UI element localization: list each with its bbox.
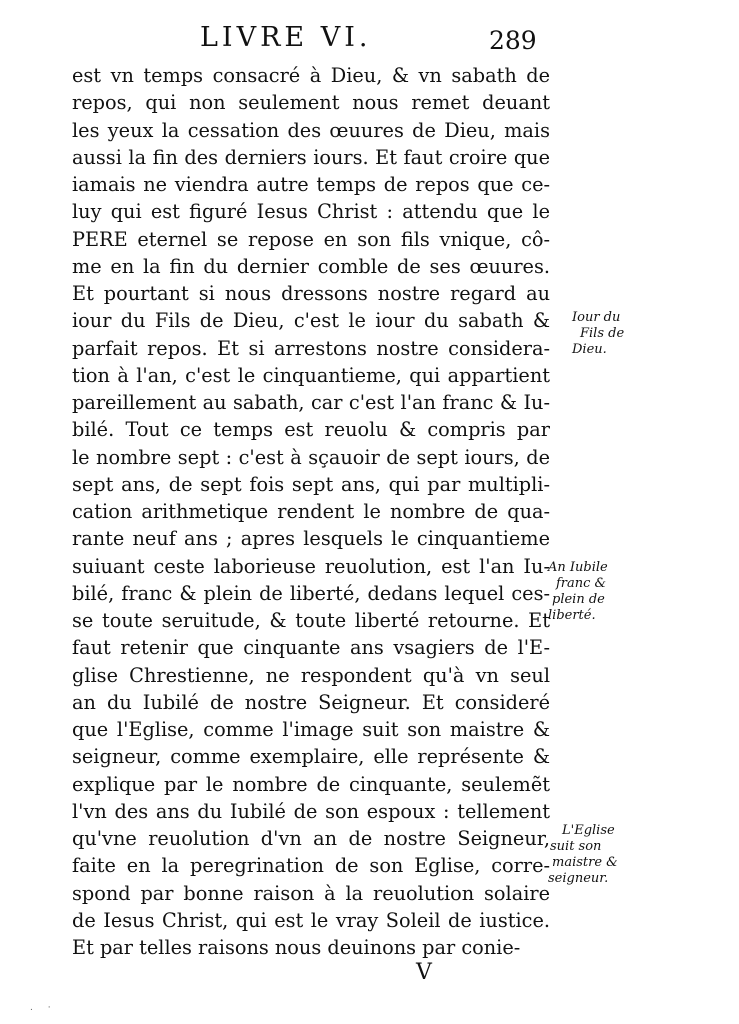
margin-note-line: suit son — [550, 839, 602, 854]
margin-note-line: plein de — [552, 592, 605, 607]
text-line: qu'vne reuolution d'vn an de nostre Seigneur, — [72, 827, 550, 850]
text-line: iour du Fils de Dieu, c'est le iour du sabath & — [72, 309, 550, 333]
text-line: me en la fin du dernier comble de ses œuures. — [72, 254, 550, 278]
text-line: faut retenir que cinquante ans vsagiers de l'E- — [72, 636, 550, 660]
text-line: seigneur, comme exemplaire, elle représente & — [72, 745, 550, 769]
margin-note-l-eglise — [548, 823, 618, 887]
margin-note-an-iubile — [548, 560, 608, 624]
main-text-block — [72, 62, 550, 961]
text-line: est vn temps consacré à Dieu, & vn sabath de — [72, 64, 550, 87]
text-line: le nombre sept : c'est à sçauoir de sept iours, de — [72, 445, 550, 469]
text-line: bilé, franc & plein de liberté, dedans lequel ces- — [72, 581, 550, 605]
text-line: repos, qui non seulement nous remet deuant — [72, 91, 550, 115]
margin-note-line: liberté. — [548, 608, 596, 623]
text-line: PERE eternel se repose en son fils vnique, cô- — [72, 227, 550, 251]
margin-note-line: maistre & — [552, 855, 618, 870]
text-line: tion à l'an, c'est le cinquantieme, qui appartient — [72, 363, 550, 387]
text-line: glise Chrestienne, ne respondent qu'à vn seul — [72, 663, 550, 687]
text-line: bilé. Tout ce temps est reuolu & compris par — [72, 418, 550, 442]
text-line: spond par bonne raison à la reuolution solaire — [72, 881, 550, 905]
text-line: Et pourtant si nous dressons nostre regard au — [72, 282, 550, 305]
text-line: iamais ne viendra autre temps de repos que ce- — [72, 173, 550, 196]
margin-note-line: franc & — [556, 576, 607, 591]
page-number: 289 — [489, 26, 537, 55]
margin-note-line: Fils de — [580, 326, 625, 341]
text-line: se toute seruitude, & toute liberté retourne. Et — [72, 609, 550, 632]
text-line: explique par le nombre de cinquante, seulemẽt — [72, 772, 550, 796]
text-line: aussi la fin des derniers iours. Et faut croire que — [72, 145, 550, 169]
margin-note-line: Iour du — [572, 310, 621, 325]
margin-note-line: L'Eglise — [562, 823, 615, 838]
text-line: l'vn des ans du Iubilé de son espoux : tellement — [72, 799, 550, 823]
margin-note-line: An Iubile — [548, 560, 608, 575]
running-title: LIVRE VI. — [200, 22, 372, 53]
text-line: cation arithmetique rendent le nombre de qua- — [72, 500, 550, 523]
margin-note-line: seigneur. — [548, 871, 609, 886]
catchword: V — [416, 960, 432, 985]
text-line: faite en la peregrination de son Eglise, corre- — [72, 854, 550, 878]
text-line: rante neuf ans ; apres lesquels le cinquantieme — [72, 527, 550, 551]
text-line: sept ans, de sept fois sept ans, qui par multipli- — [72, 472, 550, 496]
text-line: suiuant ceste laborieuse reuolution, est l'an Iu- — [72, 554, 550, 578]
text-line: pareillement au sabath, car c'est l'an franc & Iu- — [72, 391, 550, 414]
text-line: parfait repos. Et si arrestons nostre considera- — [72, 336, 550, 360]
text-line: Et par telles raisons nous deuinons par conie- — [72, 936, 521, 959]
text-line: an du Iubilé de nostre Seigneur. Et consideré — [72, 690, 550, 714]
text-line: que l'Eglise, comme l'image suit son maistre & — [72, 718, 550, 741]
page-specks: . · — [30, 1003, 57, 1013]
margin-note-iour-du-fils — [572, 310, 624, 358]
margin-note-line: Dieu. — [572, 342, 607, 357]
text-line: de Iesus Christ, qui est le vray Soleil de iustice. — [72, 908, 550, 932]
text-line: luy qui est figuré Iesus Christ : attendu que le — [72, 200, 550, 224]
text-line: les yeux la cessation des œuures de Dieu, mais — [72, 118, 550, 142]
